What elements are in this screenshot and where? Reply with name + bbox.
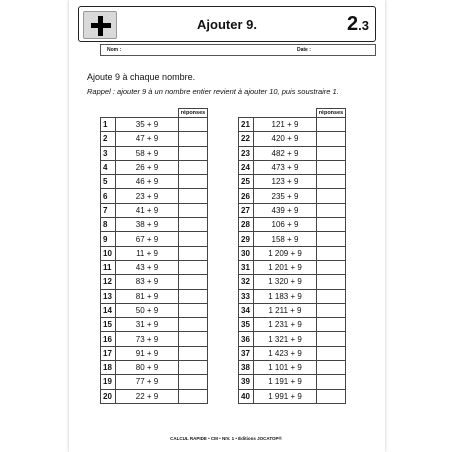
exercise-row	[239, 332, 346, 346]
exercise-table-right	[238, 108, 346, 404]
exercise-row	[101, 175, 208, 189]
exercise-row	[239, 175, 346, 189]
exercise-row	[239, 132, 346, 146]
exercise-number: 20	[101, 389, 116, 403]
exercise-number: 1	[101, 118, 116, 132]
exercise-number: 11	[101, 260, 116, 274]
exercise-operation: 1 231 + 9	[254, 318, 317, 332]
exercise-operation: 1 191 + 9	[254, 375, 317, 389]
answer-cell[interactable]	[179, 346, 208, 360]
exercise-operation: 43 + 9	[116, 260, 179, 274]
exercise-operation: 1 183 + 9	[254, 289, 317, 303]
exercise-row	[101, 232, 208, 246]
exercise-operation: 35 + 9	[116, 118, 179, 132]
exercise-row	[101, 389, 208, 403]
exercise-operation: 123 + 9	[254, 175, 317, 189]
answer-cell[interactable]	[317, 275, 346, 289]
worksheet-code	[347, 13, 369, 36]
exercise-operation: 22 + 9	[116, 389, 179, 403]
exercise-row	[101, 260, 208, 274]
exercise-number: 17	[101, 346, 116, 360]
exercise-operation: 482 + 9	[254, 146, 317, 160]
answer-cell[interactable]	[179, 118, 208, 132]
exercise-row	[101, 303, 208, 317]
exercise-row	[101, 375, 208, 389]
exercise-number: 16	[101, 332, 116, 346]
exercise-number: 38	[239, 361, 254, 375]
answer-cell[interactable]	[317, 318, 346, 332]
exercise-number: 8	[101, 218, 116, 232]
exercise-row	[239, 260, 346, 274]
exercise-number: 6	[101, 189, 116, 203]
exercise-row	[101, 203, 208, 217]
exercise-number: 30	[239, 246, 254, 260]
exercise-row	[239, 303, 346, 317]
exercise-operation: 1 101 + 9	[254, 361, 317, 375]
answers-header: réponses	[317, 109, 346, 118]
exercise-number: 9	[101, 232, 116, 246]
exercise-row	[101, 132, 208, 146]
exercise-operation: 81 + 9	[116, 289, 179, 303]
exercise-row	[101, 275, 208, 289]
answer-cell[interactable]	[179, 332, 208, 346]
exercise-number: 36	[239, 332, 254, 346]
answers-header: réponses	[179, 109, 208, 118]
answer-cell[interactable]	[179, 218, 208, 232]
answer-cell[interactable]	[317, 146, 346, 160]
exercise-number: 37	[239, 346, 254, 360]
exercise-row	[239, 346, 346, 360]
exercise-row	[239, 361, 346, 375]
answer-cell[interactable]	[317, 175, 346, 189]
exercise-operation: 58 + 9	[116, 146, 179, 160]
worksheet-header	[78, 6, 376, 42]
exercise-operation: 1 423 + 9	[254, 346, 317, 360]
exercise-table-left	[100, 108, 208, 404]
exercise-row	[101, 346, 208, 360]
answer-cell[interactable]	[179, 246, 208, 260]
answer-cell[interactable]	[317, 389, 346, 403]
exercise-number: 35	[239, 318, 254, 332]
exercise-operation: 1 991 + 9	[254, 389, 317, 403]
exercise-operation: 47 + 9	[116, 132, 179, 146]
exercise-number: 34	[239, 303, 254, 317]
exercise-number: 32	[239, 275, 254, 289]
exercise-row	[239, 189, 346, 203]
exercise-number: 23	[239, 146, 254, 160]
answer-cell[interactable]	[317, 303, 346, 317]
exercise-row	[101, 361, 208, 375]
answer-cell[interactable]	[317, 289, 346, 303]
answer-cell[interactable]	[317, 332, 346, 346]
exercise-operation: 1 201 + 9	[254, 260, 317, 274]
exercise-row	[101, 189, 208, 203]
exercise-row	[101, 246, 208, 260]
exercise-row	[239, 318, 346, 332]
instruction-text: Ajoute 9 à chaque nombre.	[87, 72, 196, 82]
exercise-row	[239, 203, 346, 217]
answer-cell[interactable]	[179, 160, 208, 174]
exercise-number: 24	[239, 160, 254, 174]
exercise-number: 40	[239, 389, 254, 403]
exercise-row	[239, 275, 346, 289]
exercise-number: 26	[239, 189, 254, 203]
exercise-number: 15	[101, 318, 116, 332]
exercise-operation: 23 + 9	[116, 189, 179, 203]
exercise-row	[239, 146, 346, 160]
exercise-row	[101, 118, 208, 132]
exercise-operation: 26 + 9	[116, 160, 179, 174]
exercise-operation: 11 + 9	[116, 246, 179, 260]
answer-cell[interactable]	[179, 232, 208, 246]
exercise-row	[101, 160, 208, 174]
code-sub: .3	[358, 18, 369, 33]
exercise-row	[239, 232, 346, 246]
exercise-number: 14	[101, 303, 116, 317]
exercise-row	[239, 289, 346, 303]
exercise-operation: 1 209 + 9	[254, 246, 317, 260]
answer-cell[interactable]	[317, 160, 346, 174]
name-date-bar	[100, 44, 376, 56]
answer-cell[interactable]	[179, 375, 208, 389]
name-label: Nom :	[107, 47, 122, 53]
answer-cell[interactable]	[179, 275, 208, 289]
exercise-number: 31	[239, 260, 254, 274]
exercise-number: 39	[239, 375, 254, 389]
exercise-operation: 1 321 + 9	[254, 332, 317, 346]
exercise-number: 29	[239, 232, 254, 246]
exercise-row	[101, 332, 208, 346]
answer-cell[interactable]	[179, 146, 208, 160]
exercise-number: 12	[101, 275, 116, 289]
exercise-number: 13	[101, 289, 116, 303]
exercise-operation: 91 + 9	[116, 346, 179, 360]
exercise-row	[239, 118, 346, 132]
exercise-number: 5	[101, 175, 116, 189]
exercise-row	[101, 218, 208, 232]
answer-cell[interactable]	[317, 189, 346, 203]
answer-cell[interactable]	[179, 132, 208, 146]
answer-cell[interactable]	[317, 203, 346, 217]
answer-cell[interactable]	[317, 218, 346, 232]
answer-cell[interactable]	[179, 260, 208, 274]
answer-cell[interactable]	[317, 118, 346, 132]
exercise-row	[239, 160, 346, 174]
answer-cell[interactable]	[317, 375, 346, 389]
answer-cell[interactable]	[179, 175, 208, 189]
exercise-operation: 158 + 9	[254, 232, 317, 246]
exercise-operation: 41 + 9	[116, 203, 179, 217]
answer-cell[interactable]	[317, 232, 346, 246]
answer-cell[interactable]	[317, 132, 346, 146]
exercise-operation: 67 + 9	[116, 232, 179, 246]
exercise-operation: 439 + 9	[254, 203, 317, 217]
exercise-operation: 38 + 9	[116, 218, 179, 232]
exercise-row	[101, 289, 208, 303]
answer-cell[interactable]	[179, 289, 208, 303]
exercise-number: 33	[239, 289, 254, 303]
exercise-operation: 121 + 9	[254, 118, 317, 132]
exercise-row	[239, 246, 346, 260]
answer-cell[interactable]	[317, 260, 346, 274]
exercise-operation: 50 + 9	[116, 303, 179, 317]
exercise-operation: 420 + 9	[254, 132, 317, 146]
exercise-row	[239, 218, 346, 232]
exercise-number: 3	[101, 146, 116, 160]
exercise-operation: 31 + 9	[116, 318, 179, 332]
exercise-number: 27	[239, 203, 254, 217]
answer-cell[interactable]	[317, 246, 346, 260]
exercise-number: 22	[239, 132, 254, 146]
exercise-number: 2	[101, 132, 116, 146]
exercise-number: 18	[101, 361, 116, 375]
exercise-operation: 46 + 9	[116, 175, 179, 189]
exercise-operation: 77 + 9	[116, 375, 179, 389]
exercise-operation: 73 + 9	[116, 332, 179, 346]
exercise-operation: 1 211 + 9	[254, 303, 317, 317]
exercise-row	[101, 146, 208, 160]
answer-cell[interactable]	[179, 318, 208, 332]
rappel-text: Rappel : ajouter 9 à un nombre entier revient à ajouter 10, puis soustraire 1.	[87, 87, 339, 96]
exercise-operation: 473 + 9	[254, 160, 317, 174]
answer-cell[interactable]	[317, 361, 346, 375]
exercise-number: 28	[239, 218, 254, 232]
answer-cell[interactable]	[179, 389, 208, 403]
exercise-row	[239, 375, 346, 389]
footer-text: CALCUL RAPIDE • CM • NIV. 1 • Éditions JOCATOP®	[170, 436, 282, 441]
answer-cell[interactable]	[179, 203, 208, 217]
answer-cell[interactable]	[317, 346, 346, 360]
answer-cell[interactable]	[179, 303, 208, 317]
code-main: 2	[347, 13, 359, 35]
exercise-number: 10	[101, 246, 116, 260]
date-label: Date :	[297, 47, 311, 53]
exercise-row	[101, 318, 208, 332]
exercise-number: 25	[239, 175, 254, 189]
answer-cell[interactable]	[179, 361, 208, 375]
exercise-operation: 83 + 9	[116, 275, 179, 289]
exercise-number: 4	[101, 160, 116, 174]
exercise-operation: 80 + 9	[116, 361, 179, 375]
exercise-operation: 1 320 + 9	[254, 275, 317, 289]
exercise-row	[239, 389, 346, 403]
exercise-number: 7	[101, 203, 116, 217]
answer-cell[interactable]	[179, 189, 208, 203]
worksheet-title: Ajouter 9.	[197, 17, 257, 32]
exercise-number: 19	[101, 375, 116, 389]
exercise-operation: 106 + 9	[254, 218, 317, 232]
exercise-operation: 235 + 9	[254, 189, 317, 203]
exercise-number: 21	[239, 118, 254, 132]
